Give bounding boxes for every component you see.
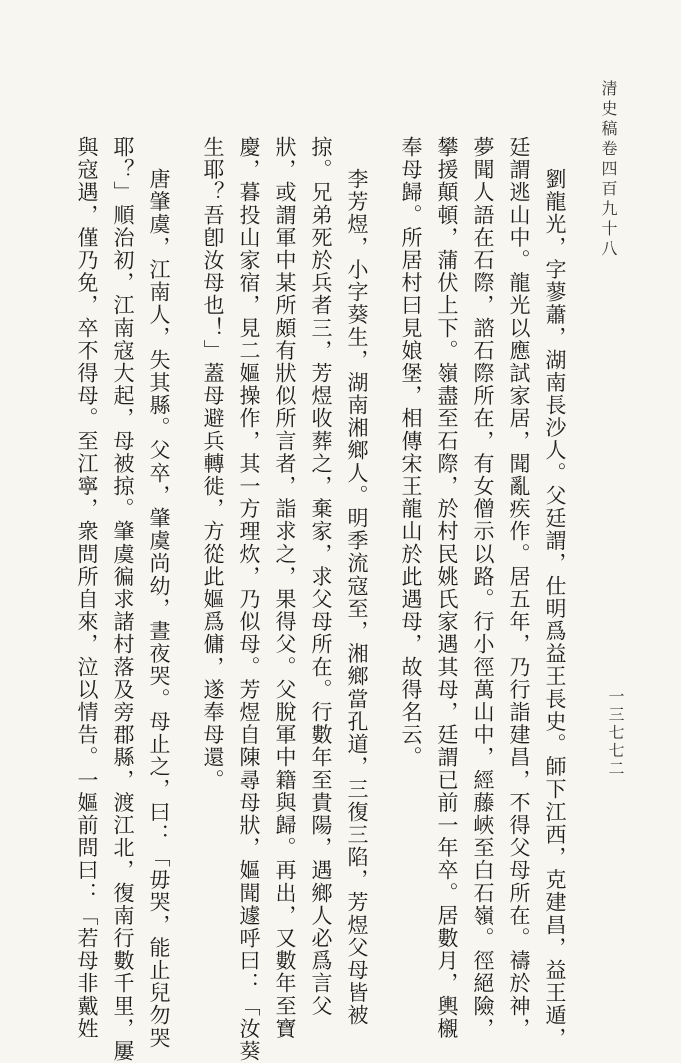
text-column-7: 掠。兄弟死於兵者三，芳煜收葬之，棄家，求父母所在。行數年至貴陽，遇鄉人必爲言父 [309, 136, 333, 1018]
page-number: 一三七七二 [606, 688, 625, 778]
text-column-10: 生耶？吾卽汝母也！」蓋母避兵轉徙，方從此嫗爲傭，遂奉母還。 [201, 136, 225, 792]
text-column-9: 慶，暮投山家宿，見二嫗操作，其一方理炊，乃似母。芳煜自陳尋母狀，嫗聞遽呼曰：「汝葵 [237, 136, 261, 1063]
text-column-1: 劉龍光，字蓼蕭，湖南長沙人。父廷謂，仕明爲益王長史。師下江西，克建昌，益王遁， [543, 168, 567, 1050]
text-column-12: 耶？」順治初，江南寇大起，母被掠。肇虞徧求諸村落及旁郡縣，渡江北，復南行數千里，屢 [111, 136, 135, 1063]
text-column-8: 狀，或謂軍中某所頗有狀似所言者，詣求之，果得父。父脫軍中籍與歸。再出，又數年至寶 [273, 136, 297, 1040]
text-column-6: 李芳煜，小字葵生，湖南湘鄉人。明季流寇至，湘鄉當孔道，三復三陷，芳煜父母皆被 [345, 168, 369, 1027]
text-column-2: 廷謂逃山中。龍光以應試家居，聞亂疾作。居五年，乃行詣建昌，不得父母所在。禱於神， [507, 136, 531, 1040]
running-header: 清史稿卷四百九十八 [599, 80, 618, 260]
text-column-5: 奉母歸。所居村曰見娘堡，相傳宋王龍山於此遇母，故得名云。 [399, 136, 423, 769]
text-column-4: 攀援顛頓，蒲伏上下。嶺盡至石際，於村民姚氏家遇其母，廷謂已前一年卒。居數月，輿櫬 [435, 136, 459, 1040]
text-column-3: 夢聞人語在石際，諮石際所在，有女僧示以路。行小徑萬山中，經藤峽至白石嶺。徑絕險， [471, 136, 495, 1040]
text-column-13: 與寇遇，僅乃免，卒不得母。至江寧，衆問所自來，泣以情告。一嫗前問曰：「若母非戴姓 [75, 136, 99, 1040]
text-column-11: 唐肇虞，江南人，失其縣。父卒，肇虞尚幼，晝夜哭。母止之，曰：「毋哭，能止兒勿哭 [147, 168, 171, 1050]
